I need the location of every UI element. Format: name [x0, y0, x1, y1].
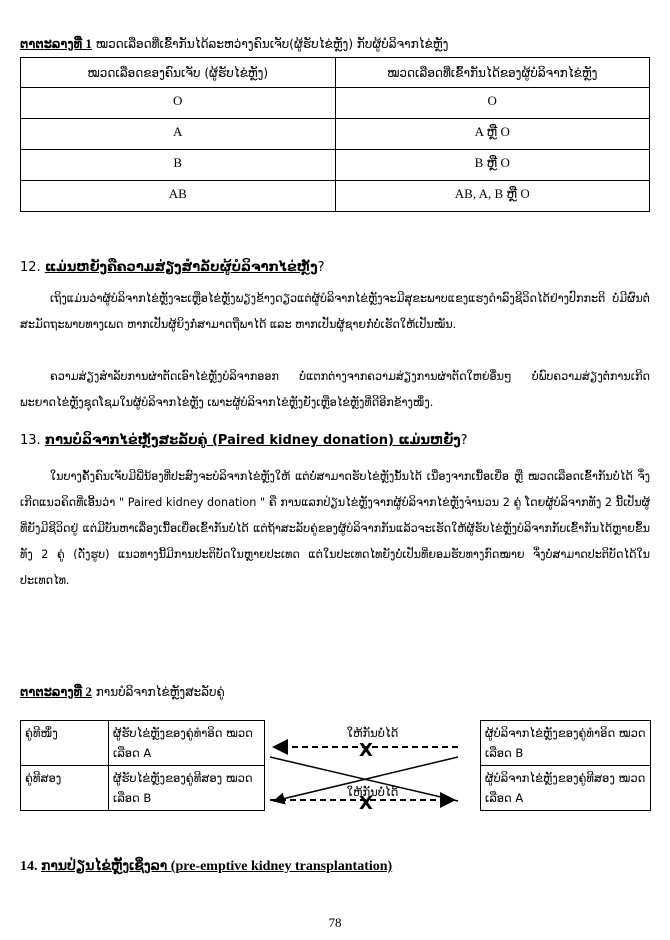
header-donor: ໝວດເລືອດທີ່ເຂົ້າກັນໄດ້ຂອງຜູ້ບໍລິຈາກໄຂ່ຫຼັງ — [335, 58, 650, 88]
table1-caption-text: ໝວດເລືອດທີ່ເຂົ້າກັນໄດ້ລະຫວ່າງຄົນເຈັບ(ຜູ້ຮັບໄຂ່ຫຼັງ) ກັບຜູ້ບໍລິຈາກໄຂ່ຫຼັງ — [95, 37, 449, 51]
cell-donor: A ຫຼື O — [335, 119, 650, 150]
section-13-paragraph — [20, 464, 650, 594]
incompatible-label: ໃຫ້ກັນບໍ່ໄດ້ — [346, 784, 399, 799]
cell-donor: AB, A, B ຫຼື O — [335, 181, 650, 212]
section-13-suffix: ? — [460, 433, 468, 448]
table1-caption — [20, 36, 448, 52]
section-12-para2-text: ຄວາມສ່ຽງສໍາລັບການຜ່າຕັດເອົາໄຂ່ຫຼັງບໍລິຈາກອອກ ບໍ່ແຕກຕ່າງຈາກຄວາມສ່ຽງການຜ່າຕັດໃຫຍ່ອື່ນໆ ບໍ່ພົບຄວາມສ່ຽງຕໍ່ການເກີດພະຍາດໄຂ່ຫຼັງຊຸດໂຊມໃນຜູ້ບໍລິຈາກໄຂ່ຫຼັງ ເພາະຜູ້ບໍລິຈາກໄຂ່ຫຼັງຍັງເຫຼືອໄຂ່ຫຼັງທີ່ດີອີກຂ້າງໜຶ່ງ. — [20, 370, 650, 409]
section-14-number: 14. — [20, 859, 38, 874]
header-recipient: ໝວດເລືອດຂອງຄົນເຈັບ (ຜູ້ຮັບໄຂ່ຫຼັງ) — [21, 58, 336, 88]
section-12-para1-text: ເຖິງແມ່ນວ່າຜູ້ບໍລິຈາກໄຂ່ຫຼັງຈະເຫຼືອໄຂ່ຫຼັງພຽງຂ້າງດຽວແຕ່ຜູ້ບໍລິຈາກໄຂ່ຫຼັງຈະມີສຸຂະພາບແຂງແຮງດໍາລົງຊີວິດໄດ້ຢ່າງປົກກະຕິ ບໍ່ມີຜົນຕໍ່ສະມັດຖະພາບທາງເພດ ຫາກເປັນຜູ້ຍິງກໍ່ສາມາດຖືພາໄດ້ ແລະ ຫາກເປັນຜູ້ຊາຍກໍ່ບໍ່ເຮັດໃຫ້ເປັນໝັນ. — [20, 292, 650, 331]
table1-caption-label: ຕາຕະລາງທີ່ 1 — [20, 36, 92, 51]
table-row — [21, 119, 650, 150]
section-12-number: 12. — [20, 260, 41, 275]
pair-label: ຄູ່ທີໜຶ່ງ — [21, 721, 109, 766]
table-header-row — [21, 58, 650, 88]
exchange-arrows-diagram — [264, 720, 464, 830]
section-12-suffix: ? — [317, 260, 325, 275]
section-14-heading — [20, 858, 392, 876]
section-12-heading — [20, 259, 325, 277]
table2-caption-text: ການບໍລິຈາກໄຂ່ຫຼັງສະລັບຄູ່ — [95, 685, 225, 699]
section-13-number: 13. — [20, 433, 41, 448]
table2-caption-label: ຕາຕະລາງທີ່ 2 — [20, 684, 92, 699]
section-14-title: ການປ່ຽນໄຂ່ຫຼັງເຊິ່ງລາ (pre-emptive kidney transplantation) — [41, 859, 393, 874]
cross-mark-top: X — [359, 740, 373, 761]
cell-recipient: B — [21, 150, 336, 181]
section-13-title: ການບໍລິຈາກໄຂ່ຫຼັງສະລັບຄູ່ (Paired kidney donation) ແມ່ນຫຍັງ — [44, 433, 461, 448]
section-13-para-text: ໃນບາງຄັ້ງຄົນເຈັບມີພີ່ນ້ອງທີ່ປະສົງຈະບໍລິຈາກໄຂ່ຫຼັງໃຫ້ ແຕ່ບໍ່ສາມາດຮັບໄຂ່ຫຼັງນັ້ນໄດ້ ເນື່ອງຈາກເນື້ອເຍື່ອ ຫຼື ໝວດເລືອດເຂົ້າກັນບໍ່ໄດ້ ຈຶ່ງເກີດແນວຄິດທີ່ເອີ້ນວ່າ " Paired kidney donation " ຄື ການແລກປ່ຽນໄຂ່ຫຼັງຈາກຜູ້ບໍລິຈາກໄຂ່ຫຼັງຈໍານວນ 2 ຄູ່ ໂດຍຜູ້ບໍລິຈາກທັງ 2 ນີ້ເປັນຜູ້ທີ່ຍັງມີຊີວິດຢູ່ ແຕ່ມີບັນຫາເລື່ອງເນື້ອເຍື່ອເຂົ້າກັນບໍ່ໄດ້ ແຕ່ຖ້າສະລັບຄູ່ຂອງຜູ້ບໍລິຈາກກັນແລ້ວຈະເຮັດໃຫ້ຜູ້ຮັບໄຂ່ຫຼັງບໍລິຈາກກັບເຂົ້າກັນໄດ້ຫຼາຍຂຶ້ນທັງ 2 ຄູ່ (ດັ່ງຮູບ) ແນວທາງນີ້ມີການປະຕິບັດໃນຫຼາຍປະເທດ ແຕ່ໃນປະເທດໄທຍັງບໍ່ເປັນທີ່ຍອມຮັບທາງກົດໝາຍ ຈຶ່ງບໍ່ສາມາດປະຕິບັດໄດ້ໃນປະເທດໄທ. — [20, 470, 650, 587]
recipient-cell: ຜູ້ຮັບໄຂ່ຫຼັງຂອງຄູ່ທີສອງ ໝວດເລືອດ B — [109, 766, 265, 811]
recipient-cell: ຜູ້ຮັບໄຂ່ຫຼັງຂອງຄູ່ທໍາອິດ ໝວດເລືອດ A — [109, 721, 265, 766]
table-row — [21, 150, 650, 181]
incompatible-label: ໃຫ້ກັນບໍ່ໄດ້ — [346, 725, 399, 740]
pair-label: ຄູ່ທີສອງ — [21, 766, 109, 811]
cell-recipient: A — [21, 119, 336, 150]
cell-donor: O — [335, 88, 650, 119]
table2-caption — [20, 684, 225, 700]
table-row — [21, 88, 650, 119]
cross-mark-bottom: X — [359, 793, 373, 814]
donor-cell: ຜູ້ບໍລິຈາກໄຂ່ຫຼັງຂອງຄູ່ທໍາອິດ ໝວດເລືອດ B — [481, 721, 651, 766]
section-13-heading — [20, 432, 468, 450]
donor-cell: ຜູ້ບໍລິຈາກໄຂ່ຫຼັງຂອງຄູ່ທີສອງ ໝວດເລືອດ A — [481, 766, 651, 811]
cell-donor: B ຫຼື O — [335, 150, 650, 181]
section-12-title: ແມ່ນຫຍັງຄືຄວາມສ່ຽງສໍາລັບຜູ້ບໍລິຈາກໄຂ່ຫຼັງ — [44, 260, 318, 275]
section-12-paragraph-1 — [20, 286, 650, 338]
cell-recipient: AB — [21, 181, 336, 212]
cell-recipient: O — [21, 88, 336, 119]
page-number: 78 — [328, 915, 342, 930]
section-12-paragraph-2 — [20, 364, 650, 416]
blood-type-table — [20, 57, 650, 212]
table-row — [21, 181, 650, 212]
